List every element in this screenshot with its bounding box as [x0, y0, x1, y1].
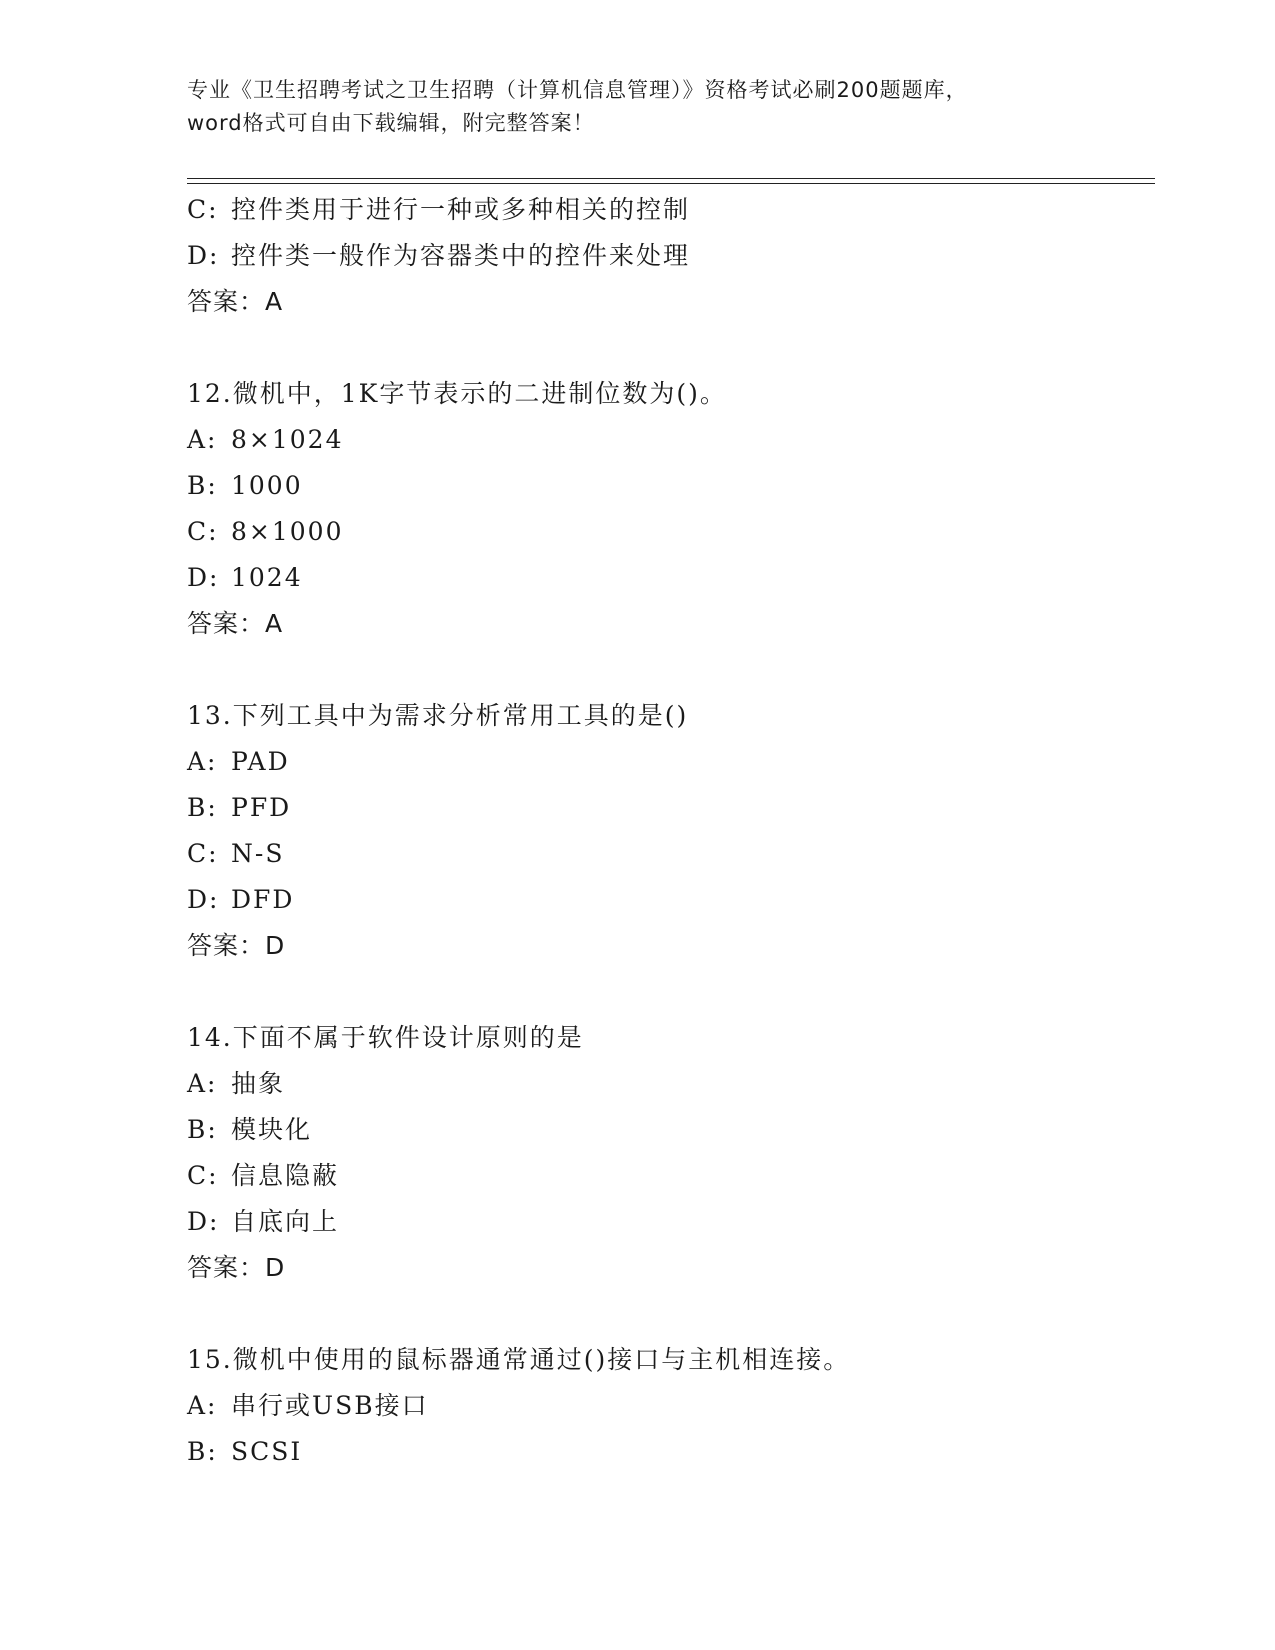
question-stem: 14.下面不属于软件设计原则的是	[187, 1023, 584, 1052]
option-b	[187, 1429, 1147, 1475]
header-line-2: word格式可自由下载编辑，附完整答案！	[187, 111, 595, 135]
option-c	[187, 831, 1147, 877]
answer-line: 答案：D	[187, 1253, 286, 1282]
option-text: 信息隐蔽	[231, 1161, 340, 1190]
option-d	[187, 555, 1147, 601]
option-text: 自底向上	[231, 1207, 340, 1236]
header-divider-top	[187, 178, 1155, 179]
option-text: PFD	[231, 793, 292, 822]
option-d	[187, 877, 1147, 923]
option-c	[187, 187, 1147, 233]
option-label: D:	[187, 241, 220, 270]
option-label: B:	[187, 471, 218, 500]
option-label: C:	[187, 839, 219, 868]
option-text: 抽象	[231, 1069, 286, 1098]
option-label: A:	[187, 1391, 218, 1420]
option-label: C:	[187, 195, 219, 224]
option-c	[187, 1153, 1147, 1199]
document-header	[187, 74, 1087, 140]
answer-line: 答案：A	[187, 609, 284, 638]
option-text: 串行或USB接口	[231, 1391, 429, 1420]
option-text: 控件类一般作为容器类中的控件来处理	[231, 241, 691, 270]
option-text: 8×1000	[231, 517, 344, 546]
option-b	[187, 785, 1147, 831]
question-list	[187, 187, 1147, 1475]
option-text: N-S	[231, 839, 285, 868]
option-label: B:	[187, 1115, 218, 1144]
option-label: B:	[187, 793, 218, 822]
question-stem: 12.微机中，1K字节表示的二进制位数为()。	[187, 379, 727, 408]
option-b	[187, 463, 1147, 509]
option-text: DFD	[231, 885, 295, 914]
option-label: A:	[187, 747, 218, 776]
option-label: D:	[187, 563, 220, 592]
option-b	[187, 1107, 1147, 1153]
option-label: A:	[187, 1069, 218, 1098]
option-a	[187, 417, 1147, 463]
option-label: D:	[187, 885, 220, 914]
question-stem: 15.微机中使用的鼠标器通常通过()接口与主机相连接。	[187, 1345, 851, 1374]
question-stem: 13.下列工具中为需求分析常用工具的是()	[187, 701, 689, 730]
option-text: 1024	[231, 563, 303, 592]
option-a	[187, 1383, 1147, 1429]
option-label: C:	[187, 517, 219, 546]
option-label: A:	[187, 425, 218, 454]
option-text: 8×1024	[231, 425, 344, 454]
option-label: D:	[187, 1207, 220, 1236]
option-text: 1000	[231, 471, 303, 500]
answer-line: 答案：A	[187, 287, 284, 316]
option-d	[187, 233, 1147, 279]
option-text: SCSI	[231, 1437, 303, 1466]
answer-line: 答案：D	[187, 931, 286, 960]
header-divider-bottom	[187, 183, 1155, 184]
option-a	[187, 1061, 1147, 1107]
option-text: 控件类用于进行一种或多种相关的控制	[231, 195, 691, 224]
header-line-1: 专业《卫生招聘考试之卫生招聘（计算机信息管理）》资格考试必刷200题题库，	[187, 78, 968, 102]
option-c	[187, 509, 1147, 555]
option-a	[187, 739, 1147, 785]
option-label: C:	[187, 1161, 219, 1190]
option-label: B:	[187, 1437, 218, 1466]
option-text: PAD	[231, 747, 290, 776]
option-d	[187, 1199, 1147, 1245]
option-text: 模块化	[231, 1115, 313, 1144]
